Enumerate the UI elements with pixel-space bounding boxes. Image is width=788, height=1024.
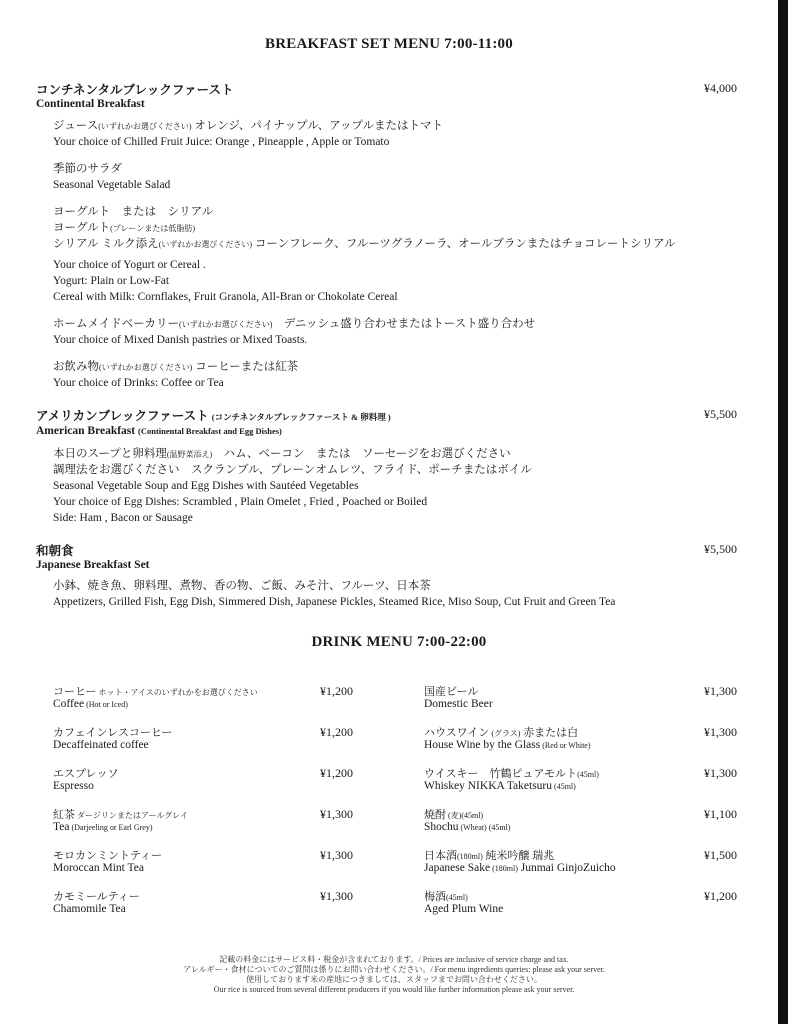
footer-line-3: 使用しております米の産地につきましては、スタッフまでお問い合わせください。 — [246, 975, 542, 984]
american-en-line-3: Side: Ham , Bacon or Sausage — [53, 512, 193, 524]
american-jp-line-1-b: ハム、ベーコン または ソーセージをお選びください — [212, 448, 511, 460]
drink-jp-main: 梅酒 — [424, 891, 446, 903]
footer-line-2: アレルギー・食材についてのご質問は係りにお問い合わせください。/ For menu ingredients queries: please ask your server. — [183, 965, 605, 974]
american-en-note: (Continental Breakfast and Egg Dishes) — [138, 426, 282, 436]
japanese-price: ¥5,500 — [704, 542, 737, 556]
drink-jp-note: (45ml) — [577, 770, 599, 779]
drink-jp-main: モロカンミントティー — [53, 850, 163, 862]
drink-title: DRINK MENU 7:00-22:00 — [311, 634, 487, 650]
drink-jp-label — [53, 683, 258, 699]
drink-price: ¥1,300 — [320, 848, 353, 862]
drink-jp-main: カフェインレスコーヒー — [53, 727, 173, 739]
drink-en-note: (45ml) — [552, 782, 576, 791]
american-jp-name — [36, 406, 391, 424]
drink-price: ¥1,200 — [320, 684, 353, 698]
drink-jp-note: (グラス) — [489, 729, 521, 738]
bakery-jp-note: (いずれかお選びください) — [179, 320, 273, 329]
drink-jp-main: エスプレッソ — [53, 768, 119, 780]
drink-en-main: Japanese Sake — [424, 862, 491, 874]
juice-jp — [53, 118, 443, 135]
drink-price: ¥1,300 — [704, 725, 737, 739]
drink-jp-main: 日本酒 — [424, 850, 457, 862]
drink-jp-main: 国産ビール — [424, 686, 479, 698]
drink-jp-main: ウイスキー 竹鶴ピュアモルト — [424, 768, 578, 780]
american-jp-line-1 — [53, 446, 511, 463]
drink-en-main: Tea — [53, 821, 70, 833]
drink-en-main: Coffee — [53, 698, 85, 710]
american-jp-line-1-note: (温野菜添え) — [166, 450, 213, 459]
drink-jp-label — [424, 683, 478, 699]
footer — [0, 955, 788, 995]
drink-en-label — [53, 862, 144, 874]
breakfast-title: BREAKFAST SET MENU 7:00-11:00 — [265, 36, 513, 52]
bakery-en: Your choice of Mixed Danish pastries or Mixed Toasts. — [53, 334, 308, 346]
drink-en-note: (180ml) — [490, 864, 518, 873]
drink-price: ¥1,200 — [320, 766, 353, 780]
drink-en-label — [424, 903, 503, 915]
drink-price: ¥1,300 — [320, 807, 353, 821]
juice-jp-main: ジュース — [53, 120, 99, 132]
drink-en-main: Decaffeinated coffee — [53, 739, 149, 751]
japanese-en-name: Japanese Breakfast Set — [36, 559, 150, 571]
drink-jp-main: コーヒー — [53, 686, 97, 698]
continental-en-name: Continental Breakfast — [36, 98, 145, 110]
drink-jp-label — [424, 724, 578, 740]
drink-jp-note: (180ml) — [457, 852, 483, 861]
yogurt-en-2: Yogurt: Plain or Low-Fat — [53, 275, 170, 287]
american-en-name-main: American Breakfast — [36, 425, 136, 437]
american-price: ¥5,500 — [704, 407, 737, 421]
continental-jp-name: コンチネンタルブレックファースト — [36, 83, 234, 97]
juice-jp-rest: オレンジ、パイナップル、アップルまたはトマト — [191, 120, 444, 132]
yogurt-jp-1: ヨーグルト または シリアル — [53, 206, 214, 218]
bakery-jp — [53, 316, 535, 333]
drink-en-main: Shochu — [424, 821, 459, 833]
yogurt-jp-3-rest: コーンフレーク、フルーツグラノーラ、オールブランまたはチョコレートシリアル — [252, 238, 676, 250]
yogurt-jp-3-note: (いずれかお選びください) — [158, 240, 253, 249]
drinks-jp-note: (いずれかお選びください) — [99, 363, 193, 372]
drink-en-main: Chamomile Tea — [53, 903, 126, 915]
drink-price: ¥1,100 — [704, 807, 737, 821]
bakery-jp-rest: デニッシュ盛り合わせまたはトースト盛り合わせ — [272, 318, 536, 330]
drink-en-label — [53, 698, 128, 710]
drink-en-note: (Wheat) (45ml) — [458, 823, 511, 832]
drink-en-note: (Hot or Iced) — [84, 700, 128, 709]
page-edge — [778, 0, 788, 1024]
bakery-jp-main: ホームメイドベーカリー — [53, 318, 180, 330]
drink-en-main: Domestic Beer — [424, 698, 493, 710]
drink-en-main: Whiskey NIKKA Taketsuru — [424, 780, 553, 792]
drink-jp-label — [424, 888, 468, 904]
drink-price: ¥1,200 — [704, 889, 737, 903]
yogurt-jp-2-main: ヨーグルト — [53, 222, 111, 234]
drink-jp-main: 紅茶 — [53, 809, 75, 821]
american-jp-name-main: アメリカンブレックファースト — [36, 409, 209, 423]
yogurt-en-3: Cereal with Milk: Cornflakes, Fruit Granola, All-Bran or Chokolate Cereal — [53, 291, 398, 303]
japanese-jp-line: 小鉢、焼き魚、卵料理、煮物、香の物、ご飯、みそ汁、フルーツ、日本茶 — [53, 580, 431, 592]
american-en-line-1: Seasonal Vegetable Soup and Egg Dishes with Sautéed Vegetables — [53, 480, 359, 492]
drink-jp-label — [424, 847, 554, 863]
japanese-en-line: Appetizers, Grilled Fish, Egg Dish, Simmered Dish, Japanese Pickles, Steamed Rice, Miso Soup, Cut Fruit and Green Tea — [53, 596, 616, 608]
drink-jp-main: 焼酎 — [424, 809, 446, 821]
drinks-jp-rest: コーヒーまたは紅茶 — [192, 361, 299, 373]
japanese-jp-name: 和朝食 — [36, 544, 74, 558]
drink-price: ¥1,300 — [704, 684, 737, 698]
drink-en-label — [424, 739, 591, 751]
drink-jp-label — [53, 888, 140, 904]
drink-en-note: (Red or White) — [540, 741, 591, 750]
drink-en-label — [53, 780, 94, 792]
juice-en: Your choice of Chilled Fruit Juice: Orange , Pineapple , Apple or Tomato — [53, 136, 390, 148]
drink-en-label — [424, 780, 576, 792]
drink-jp-label — [53, 724, 172, 740]
american-jp-note: (コンチネンタルブレックファースト & 卵料理 ) — [211, 412, 391, 422]
drink-jp-label — [53, 806, 188, 822]
drinks-jp — [53, 359, 298, 376]
drink-en-main: Aged Plum Wine — [424, 903, 504, 915]
drink-jp-label — [53, 847, 162, 863]
drink-jp-rest: 赤または白 — [520, 727, 579, 739]
american-en-line-2: Your choice of Egg Dishes: Scrambled , Plain Omelet , Fried , Poached or Boiled — [53, 496, 428, 508]
footer-line-4: Our rice is sourced from several different producers if you would like further information please ask your server. — [213, 985, 575, 994]
american-en-name — [36, 425, 282, 437]
drinks-en: Your choice of Drinks: Coffee or Tea — [53, 377, 224, 389]
drink-en-label — [53, 903, 126, 915]
drink-price: ¥1,500 — [704, 848, 737, 862]
drink-en-note: (Darjeeling or Earl Grey) — [69, 823, 153, 832]
drink-en-main: Moroccan Mint Tea — [53, 862, 144, 874]
continental-price: ¥4,000 — [704, 81, 737, 95]
drink-jp-note: ホット・アイスのいずれかをお選びください — [96, 688, 258, 697]
drink-en-rest: Junmai GinjoZuicho — [517, 862, 616, 874]
drink-en-label — [53, 739, 149, 751]
drink-jp-label — [424, 765, 599, 781]
drink-jp-note: (45ml) — [446, 893, 468, 902]
drink-en-main: Espresso — [53, 780, 94, 792]
drink-price: ¥1,300 — [320, 889, 353, 903]
american-jp-line-1-a: 本日のスープと卵料理 — [53, 448, 167, 460]
drinks-jp-main: お飲み物 — [53, 361, 99, 373]
drink-jp-label — [53, 765, 118, 781]
drink-jp-note: ダージリンまたはアールグレイ — [75, 811, 188, 820]
yogurt-jp-2 — [53, 220, 195, 237]
drink-price: ¥1,200 — [320, 725, 353, 739]
drink-jp-main: ハウスワイン — [424, 727, 490, 739]
yogurt-jp-3 — [53, 236, 676, 253]
yogurt-en-1: Your choice of Yogurt or Cereal . — [53, 259, 206, 271]
drink-jp-note: (麦)(45ml) — [446, 811, 484, 820]
drink-en-main: House Wine by the Glass — [424, 739, 541, 751]
salad-en: Seasonal Vegetable Salad — [53, 179, 171, 191]
drink-en-label — [424, 821, 510, 833]
drink-price: ¥1,300 — [704, 766, 737, 780]
yogurt-jp-2-note: (プレーンまたは低脂肪) — [110, 224, 196, 233]
yogurt-jp-3-main: シリアル ミルク添え — [53, 238, 159, 250]
drink-en-label — [424, 698, 493, 710]
american-jp-line-2: 調理法をお選びください スクランブル、プレーンオムレツ、フライド、ポーチまたはボイル — [53, 464, 532, 476]
salad-jp: 季節のサラダ — [53, 163, 122, 175]
drink-en-label — [424, 862, 616, 874]
drink-jp-label — [424, 806, 483, 822]
juice-jp-note: (いずれかお選びください) — [98, 122, 192, 131]
drink-en-label — [53, 821, 153, 833]
footer-line-1: 記載の料金にはサービス料・税金が含まれております。/ Prices are inclusive of service charge and tax. — [219, 955, 569, 964]
drink-jp-main: カモミールティー — [53, 891, 140, 903]
drink-jp-rest: 純米吟醸 瑞兆 — [482, 850, 555, 862]
